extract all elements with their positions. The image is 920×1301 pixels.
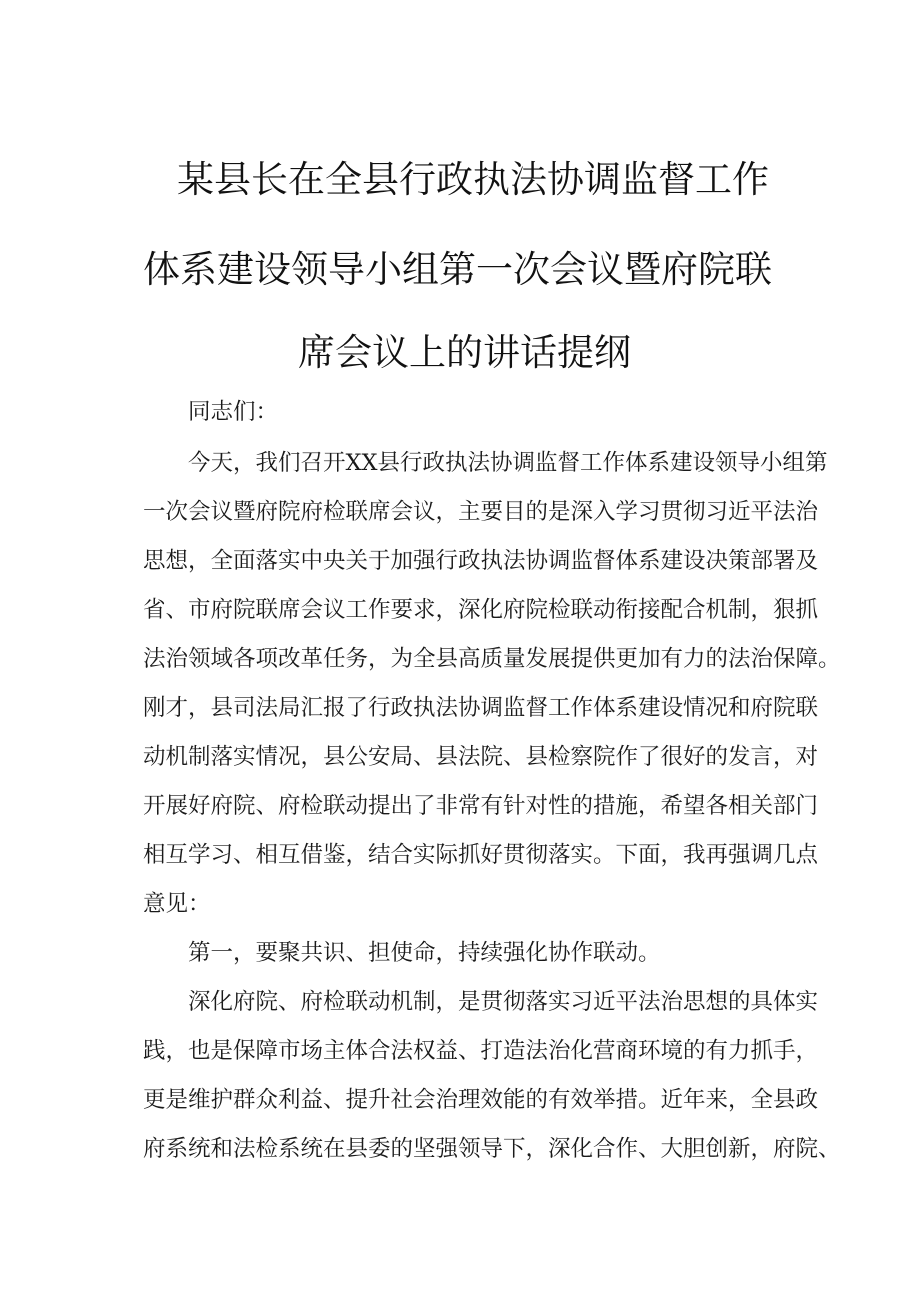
document-title-line-3: 席会议上的讲话提纲 — [298, 331, 631, 374]
body-line: 思想，全面落实中央关于加强行政执法协调监督体系建设决策部署及 — [143, 548, 819, 574]
document-title-line-1: 某县长在全县行政执法协调监督工作 — [177, 158, 769, 201]
body-line: 刚才，县司法局汇报了行政执法协调监督工作体系建设情况和府院联 — [143, 695, 819, 721]
document-title-line-2: 体系建设领导小组第一次会议暨府院联 — [143, 248, 772, 291]
body-line: 法治领域各项改革任务，为全县高质量发展提供更加有力的法治保障。 — [143, 646, 841, 672]
body-line: 践，也是保障市场主体合法权益、打造法治化营商环境的有力抓手， — [143, 1038, 819, 1064]
body-line: 省、市府院联席会议工作要求，深化府院检联动衔接配合机制，狠抓 — [143, 597, 819, 623]
body-line: 意见： — [143, 891, 211, 917]
body-line: 一次会议暨府院府检联席会议，主要目的是深入学习贯彻习近平法治 — [143, 499, 819, 525]
body-line: 动机制落实情况，县公安局、县法院、县检察院作了很好的发言，对 — [143, 744, 819, 770]
body-line: 相互学习、相互借鉴，结合实际抓好贯彻落实。下面，我再强调几点 — [143, 842, 819, 868]
section-heading: 第一，要聚共识、担使命，持续强化协作联动。 — [188, 940, 661, 966]
salutation: 同志们： — [188, 399, 279, 425]
body-line: 府系统和法检系统在县委的坚强领导下，深化合作、大胆创新，府院、 — [143, 1136, 841, 1162]
body-line: 深化府院、府检联动机制，是贯彻落实习近平法治思想的具体实 — [188, 989, 819, 1015]
body-line: 更是维护群众利益、提升社会治理效能的有效举措。近年来，全县政 — [143, 1087, 819, 1113]
body-line: 开展好府院、府检联动提出了非常有针对性的措施，希望各相关部门 — [143, 793, 819, 819]
body-line: 今天，我们召开XX县行政执法协调监督工作体系建设领导小组第 — [188, 450, 828, 476]
